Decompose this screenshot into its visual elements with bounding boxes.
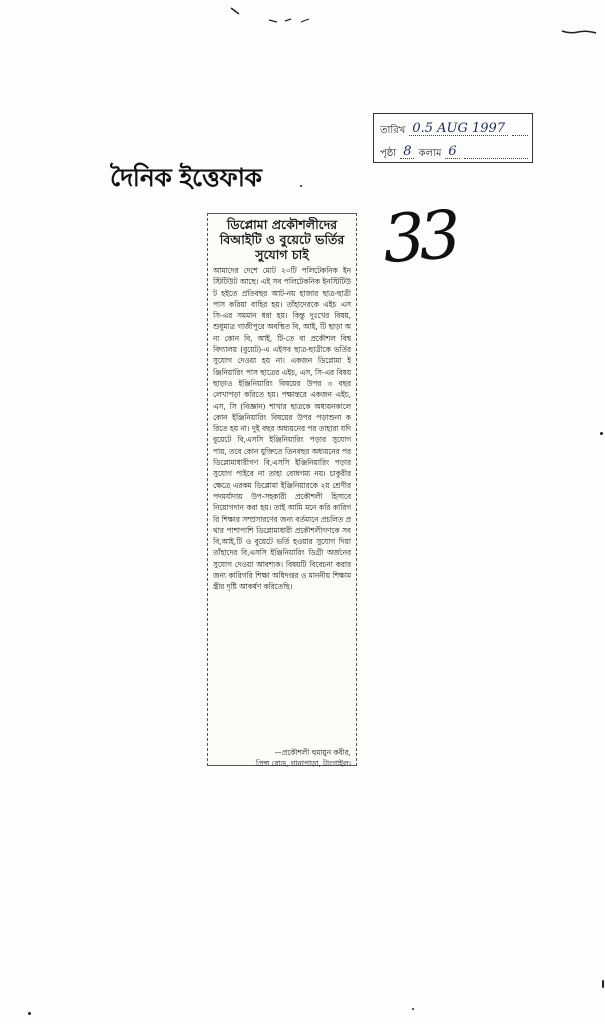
stamp-date-label: তারিখ <box>380 125 406 136</box>
stamp-date-row <box>380 118 528 136</box>
stamp-column-label: কলাম <box>418 148 442 159</box>
scan-speck <box>600 432 603 435</box>
newspaper-clipping <box>207 213 357 766</box>
newspaper-name: দৈনিক ইত্তেফাক <box>110 163 262 192</box>
article-signature <box>213 747 351 769</box>
handwritten-number: 33 <box>380 196 458 279</box>
date-page-stamp <box>373 113 533 163</box>
scan-marks-top <box>225 4 325 28</box>
stamp-date-value: 0.5 AUG 1997 <box>409 122 508 136</box>
headline-line-3: সুযোগ চাই <box>255 247 309 262</box>
headline-line-2: বিআইটি ও বুয়েটে ভর্তির <box>219 232 345 247</box>
scan-speck <box>602 980 604 988</box>
scan-speck <box>28 1012 31 1015</box>
signature-name: —প্রকৌশলী হুমায়ুন কবীর, <box>274 748 351 757</box>
scan-speck <box>300 185 302 187</box>
article-body: আমাদের দেশে মোট ২০টি পলিটেকনিক ইনস্টিটিউট আছে। এই সব পলিটেকনিক ইনস্টিটিউট হইতে প্রতিবছর আট-নয় হাজার ছাত্র-ছাত্রী পাস করিয়া বাহির হয়। তাঁহাদেরকে এইচ এস সি-এর সমমান ধরা হয়। কিন্তু দুঃখের বিষয়, শুধুমাত্র গাজীপুরে অবস্থিত বি, আই, টি ছাড়া অন্য কোন বি, আই, টি-তে বা প্রকৌশল বিশ্ববিদ্যালয় (বুয়েট)-এ এইসব ছাত্র-ছাত্রীকে ভর্তির সুযোগ দেওয়া হয় না। একজন ডিপ্লোমা ইঞ্জিনিয়ারিং পাস ছাত্রের এইচ, এস, সি-এর বিষয় ছাড়াও ইঞ্জিনিয়ারিং বিষয়ের উপর ৩ বছর লেখাপড়া করিতে হয়। পক্ষান্তরে একজন এইচ, এস, সি (বিজ্ঞান) শাখার ছাত্রকে অধ্যয়নকালে কোন ইঞ্জিনিয়ারিং বিষয়ের উপর পড়াশুনা করিতে হয় না। দুই বছর অধ্যয়নের পর তাহারা যদি বুয়েটে বি,এসসি ইঞ্জিনিয়ারিং পড়ার সুযোগ পায়, তবে কোন যুক্তিতে তিনবছর অধ্যয়নের পর ডিপ্লোমাধারীগণ বি,এসসি ইঞ্জিনিয়ারিং পড়ার সুযোগ পাইবে না তাহা বোধগম্য নয়। চাকুরীর ক্ষেত্রে এরকম ডিপ্লোমা ইঞ্জিনিয়ারকে ২য় শ্রেণীর পদমর্যাদায় উপ-সহকারী প্রকৌশলী হিসাবে নিয়োগদান করা হয়। তাই আমি মনে করি কারিগরি শিক্ষার সম্প্রসারণের জন্য বর্তমানে প্রচলিত প্রথার পাশাপাশি ডিপ্লোমাধারী প্রকৌশলীগণকে সব বি,আই,টি ও বুয়েটে ভর্তি হওয়ার সুযোগ দিয়া তাঁহাদের বি,এসসি ইঞ্জিনিয়ারিং ডিগ্রী অর্জনের সুযোগ দেওয়া আবশ্যক। বিষয়টি বিবেচনা করার জন্য কারিগরি শিক্ষা অধিদপ্তর ও মাননীয় শিক্ষামন্ত্রীর দৃষ্টি আকর্ষণ করিতেছি। <box>213 266 351 592</box>
stamp-page-row <box>380 141 528 159</box>
scan-speck <box>412 1008 414 1010</box>
article-headline <box>213 217 351 262</box>
stamp-dotted-line <box>512 125 528 136</box>
scan-mark-corner <box>560 28 598 36</box>
signature-address: প্রিন্স রোড, গানাপাড়া, টাংগাইল। <box>255 759 351 768</box>
stamp-page-value: 8 <box>400 145 414 159</box>
headline-line-1: ডিপ্লোমা প্রকৌশলীদের <box>226 217 338 232</box>
stamp-page-label: পৃষ্ঠা <box>380 148 397 159</box>
stamp-column-value: 6 <box>445 145 459 159</box>
stamp-dotted-line <box>464 148 528 159</box>
